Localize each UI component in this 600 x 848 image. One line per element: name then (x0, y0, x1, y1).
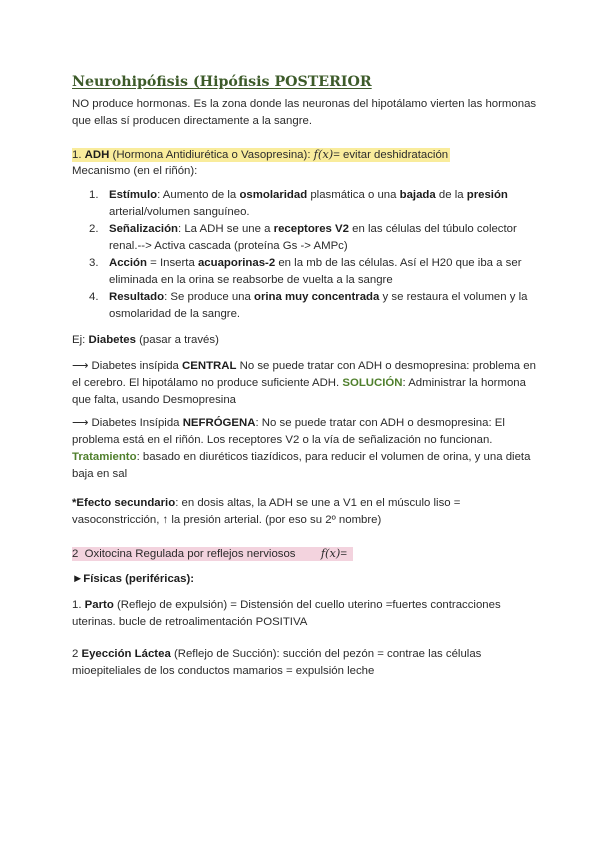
nefrogena-paragraph (72, 415, 542, 483)
oxitocina-heading (72, 545, 542, 563)
step-text: plasmática o una (307, 189, 400, 201)
nefro-treatment-label: Tratamiento (72, 451, 137, 463)
efecto-bold: *Efecto secundario (72, 497, 176, 509)
step-label: Resultado (109, 291, 165, 303)
nefro-arrow: ⟶ Diabetes Insípida (72, 417, 183, 429)
step-number: 1. (89, 189, 99, 201)
eyeccion-number: 2 (72, 648, 82, 660)
central-arrow: ⟶ Diabetes insípida (72, 360, 183, 372)
efecto-paragraph (72, 495, 542, 529)
adh-heading-name: ADH (84, 149, 110, 161)
ej-rest: (pasar a través) (135, 334, 219, 346)
mechanism-steps (89, 187, 529, 323)
step-text: : Aumento de la (157, 189, 240, 201)
ej-line (72, 332, 542, 349)
adh-heading-desc: (Hormona Antidiurética o Vasopresina): (109, 149, 314, 161)
adh-heading-fx: f(x) (313, 147, 334, 161)
central-solution-label: SOLUCIÓN (342, 377, 403, 389)
oxitocina-heading-eq: = (340, 548, 348, 560)
parto-bold: Parto (84, 599, 114, 611)
step-label: Señalización (109, 223, 179, 235)
step-text: de la (435, 189, 467, 201)
fisicas-label: ►Físicas (periféricas): (72, 573, 195, 585)
step-bold: orina muy concentrada (254, 291, 380, 303)
adh-heading-number: 1. (72, 149, 85, 161)
step-label: Estímulo (109, 189, 158, 201)
step-item-resultado (89, 289, 529, 323)
ej-bold: Diabetes (88, 334, 136, 346)
step-text: : Se produce una (164, 291, 254, 303)
step-number: 3. (89, 257, 99, 269)
parto-text: (Reflejo de expulsión) = Distensión del cuello uterino =fuertes contracciones uterinas. bucle de retroalimentación POSITIVA (72, 599, 501, 628)
step-bold: bajada (399, 189, 436, 201)
fisicas-heading (72, 571, 542, 588)
step-item-estimulo (89, 187, 529, 221)
step-number: 2. (89, 223, 99, 235)
mechanism-label: Mecanismo (en el riñón): (72, 165, 198, 177)
step-text: = Inserta (146, 257, 198, 269)
central-paragraph (72, 358, 542, 409)
step-item-senalizacion (89, 221, 529, 255)
central-text-end: : Administrar la hormona que falta, usando Desmopresina (72, 377, 526, 406)
nefro-bold: NEFRÓGENA (182, 417, 256, 429)
step-label: Acción (109, 257, 147, 269)
step-text: en la mb de las células. Así el H20 que iba a ser eliminada en la orina se reabsorbe de vuelta a la sangre (109, 257, 522, 286)
step-text: arterial/volumen sanguíneo. (109, 206, 250, 218)
oxitocina-heading-text: 2 Oxitocina Regulada por reflejos nerviosos (72, 548, 321, 560)
eyeccion-bold: Eyección Láctea (81, 648, 171, 660)
nefro-text-end: : basado en diuréticos tiazídicos, para reducir el volumen de orina, y una dieta baja en sal (72, 451, 531, 480)
parto-number: 1. (72, 599, 85, 611)
step-text: en las células del túbulo colector renal.--> Activa cascada (proteína Gs -> AMPc) (109, 223, 517, 252)
eyeccion-paragraph (72, 646, 542, 680)
step-text: y se restaura el volumen y la osmolaridad de la sangre. (109, 291, 528, 320)
eyeccion-text: (Reflejo de Succión): succión del pezón = contrae las células mioepiteliales de los conductos mamarios = expulsión leche (72, 648, 482, 677)
adh-heading-end: = evitar deshidratación (333, 149, 449, 161)
step-text: : La ADH se une a (178, 223, 274, 235)
step-item-accion (89, 255, 529, 289)
adh-heading-highlight (72, 148, 450, 162)
adh-heading (72, 146, 542, 164)
step-bold: receptores V2 (273, 223, 349, 235)
oxitocina-heading-highlight (72, 547, 353, 561)
step-bold: osmolaridad (239, 189, 308, 201)
central-bold: CENTRAL (182, 360, 237, 372)
oxitocina-heading-fx: f(x) (320, 546, 341, 560)
step-bold: presión (466, 189, 508, 201)
nefro-text: : No se puede tratar con ADH o desmopresina: El problema está en el riñón. Los receptores V2 o la vía de señalización no funcionan. (72, 417, 505, 446)
intro-paragraph: NO produce hormonas. Es la zona donde las neuronas del hipotálamo vierten las hormonas que ellas sí producen directamente a la sangre. (72, 98, 537, 127)
ej-prefix: Ej: (72, 334, 89, 346)
efecto-text: : en dosis altas, la ADH se une a V1 en el músculo liso = vasoconstricción, ↑ la presión arterial. (por eso su 2º nombre) (72, 497, 461, 526)
step-bold: acuaporinas-2 (197, 257, 276, 269)
step-number: 4. (89, 291, 99, 303)
central-text: No se puede tratar con ADH o desmopresina: problema en el cerebro. El hipotálamo no produce suficiente ADH. (72, 360, 536, 389)
page-title: Neurohipófisis (Hipófisis POSTERIOR (72, 74, 372, 90)
parto-paragraph (72, 597, 542, 631)
